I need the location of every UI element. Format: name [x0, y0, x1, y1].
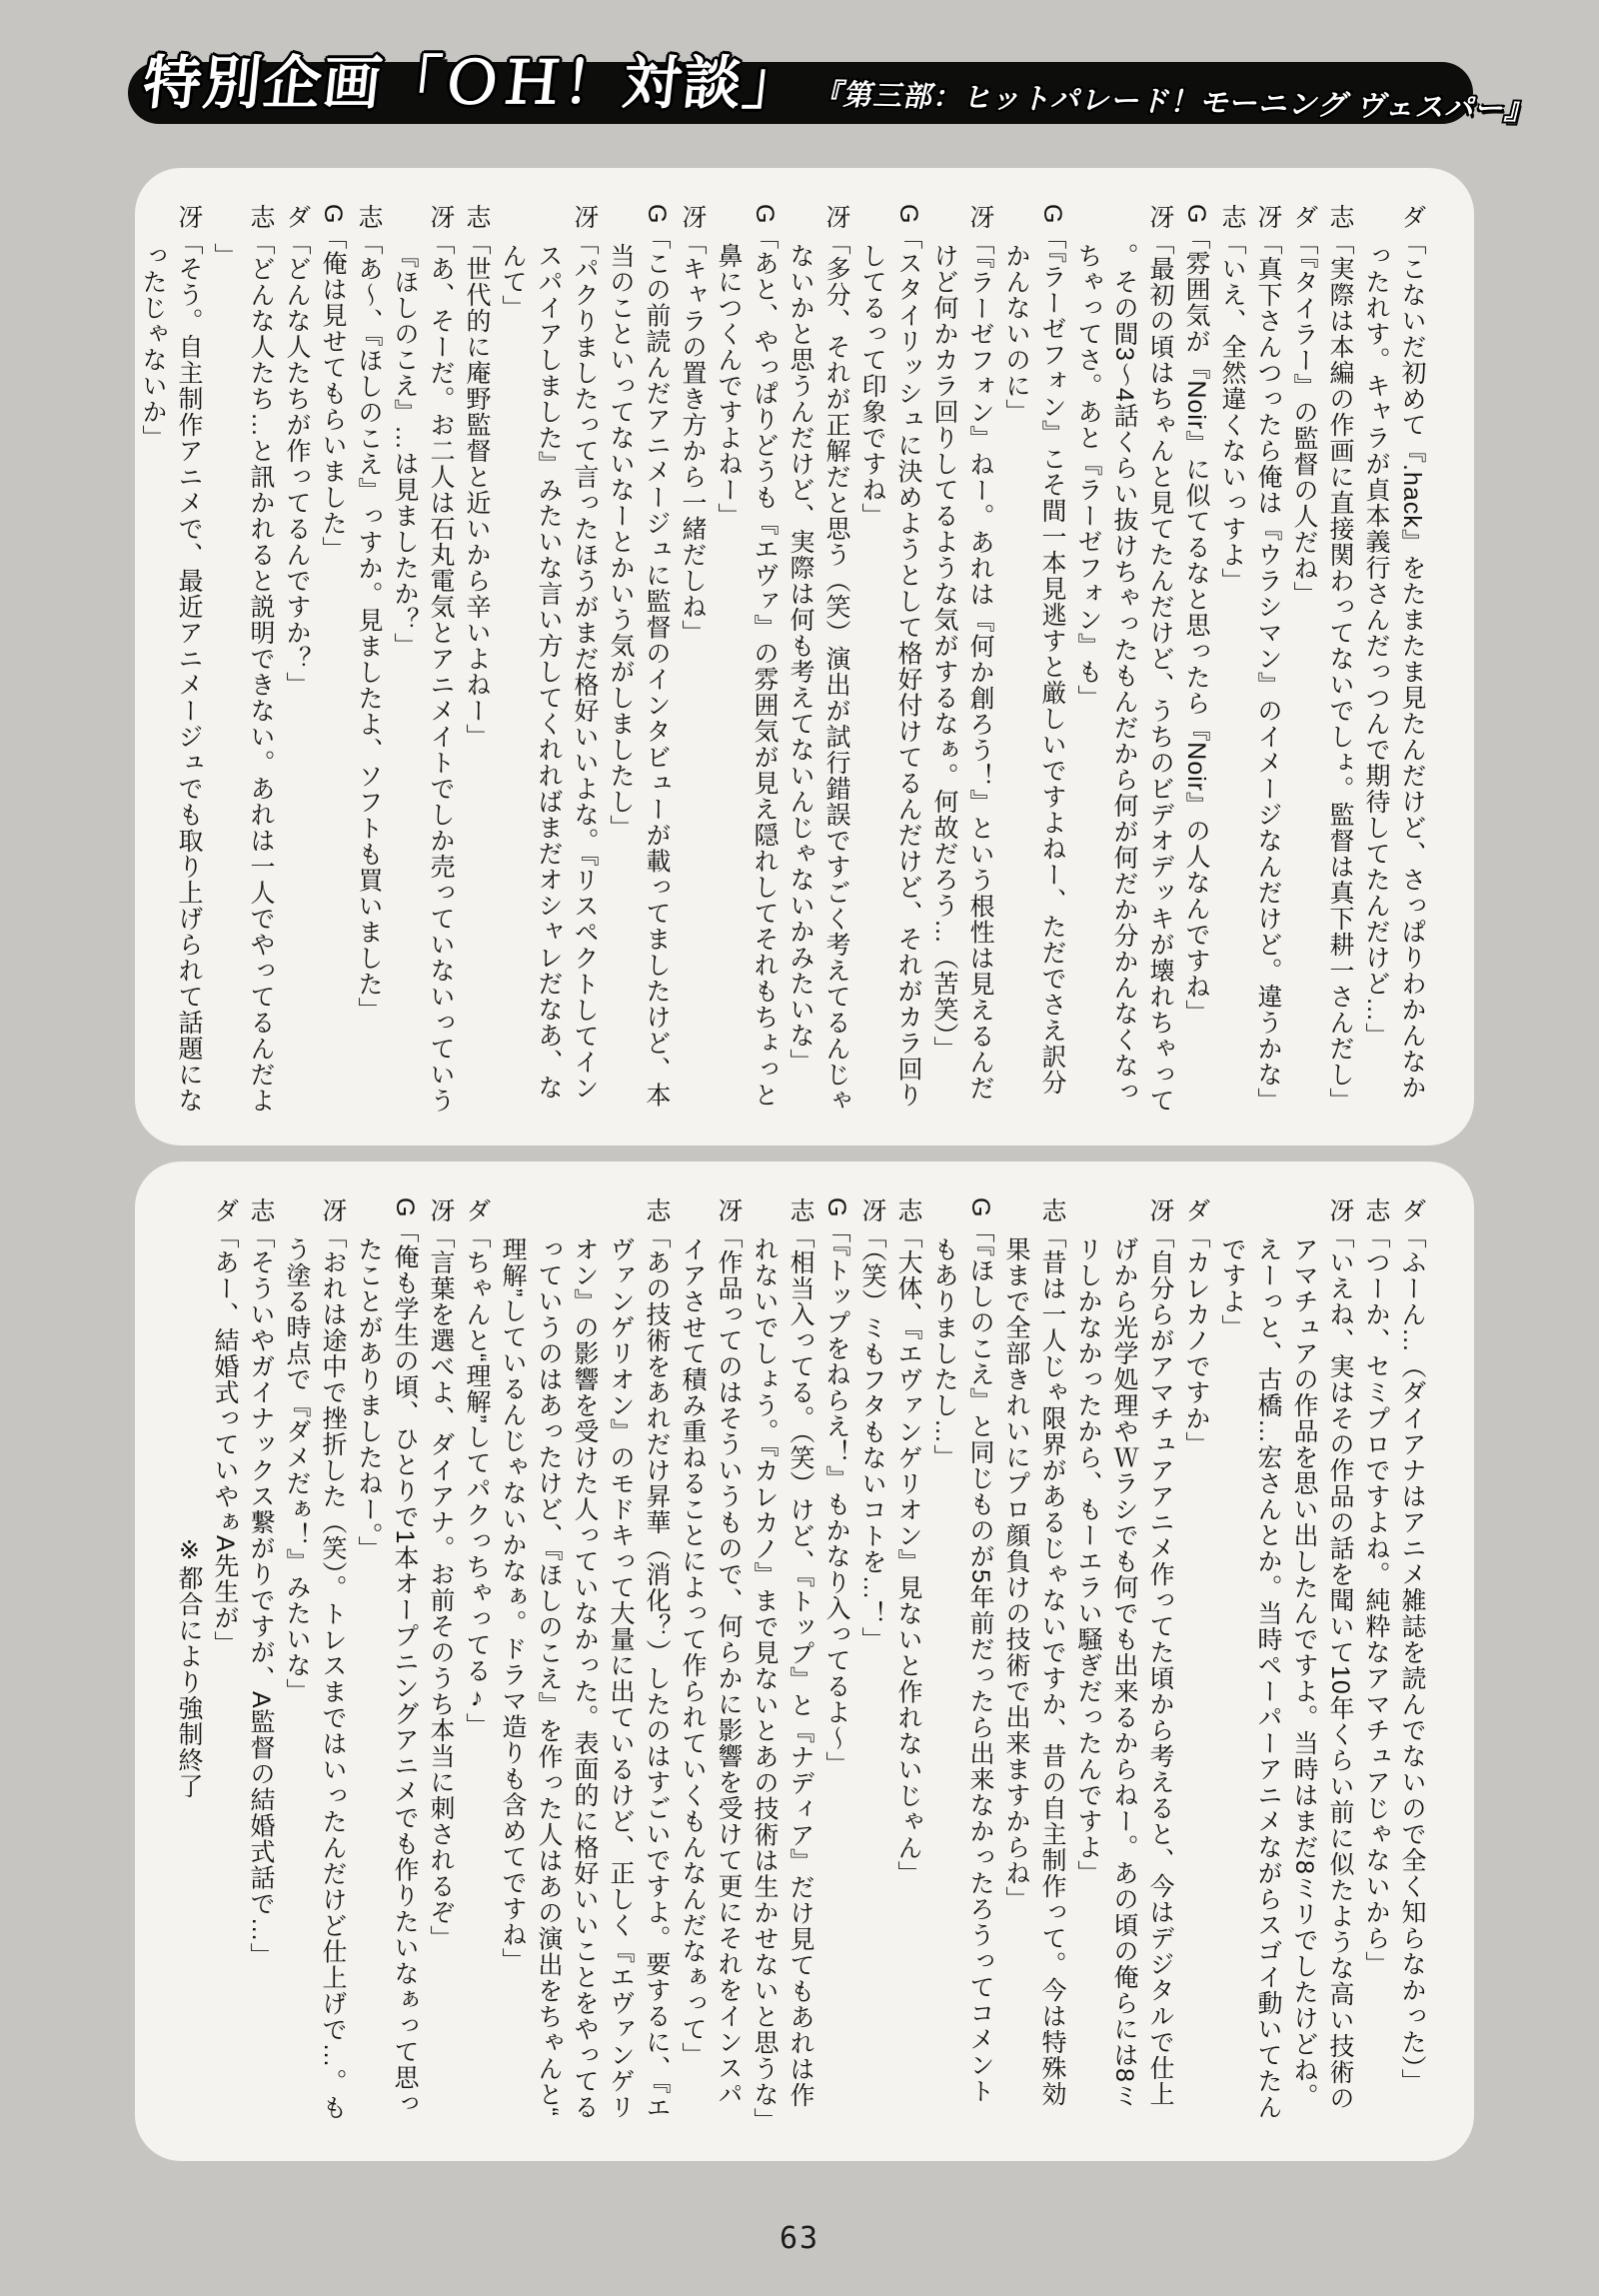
dialogue-text: ※都合により強制終了 — [175, 1534, 203, 1799]
dialogue-line — [351, 204, 387, 1116]
dialogue-line — [998, 204, 1070, 1116]
dialogue-text: 「多分、それが正解だと思う（笑）演出が試行錯誤ですごく考えてるんじゃないかと思うんだけど、実際は何も考えてないんじゃないかみたいな」 — [787, 230, 850, 1114]
dialogue-line — [135, 204, 207, 1116]
dialogue-text: 「そういやガイナックス繋がりですが、A監督の結婚式話で…」 — [247, 1223, 275, 1969]
speaker-label: 冴 — [427, 1197, 455, 1223]
speaker-label: 冴 — [175, 204, 203, 230]
dialogue-line — [854, 204, 926, 1116]
dialogue-line — [854, 1197, 890, 2123]
dialogue-line — [1178, 1197, 1214, 2123]
dialogue-text: 「（笑）ミもフタもないコトを…！」 — [858, 1223, 886, 1653]
dialogue-text: 「言葉を選べよ、ダイアナ。お前そのうち本当に刺されるぞ」 — [427, 1223, 455, 1951]
dialogue-line — [495, 204, 603, 1116]
speaker-label: G — [822, 1197, 850, 1218]
speaker-label: ダ — [211, 1197, 239, 1223]
dialogue-text: 「俺は見せてもらいました」 — [319, 224, 347, 563]
dialogue-line — [711, 204, 783, 1116]
dialogue-line — [315, 204, 351, 1116]
dialogue-line — [747, 1197, 818, 2134]
speaker-label: 志 — [1218, 204, 1246, 230]
speaker-label: 冴 — [966, 204, 994, 230]
speaker-label: 冴 — [571, 204, 599, 230]
speaker-label: 冴 — [679, 204, 707, 230]
dialogue-panel-top — [135, 168, 1474, 1146]
speaker-label: G — [391, 1197, 419, 1218]
dialogue-text: 「いえね、実はその作品の話を聞いて10年くらい前に似たような高い技術のアマチュアの作品を思い出したんですよ。当時はまだ8ミリでしたけどね。えーっと、古橋…宏さんとか。当時ペーパーアニメながらスゴイ動いてたんですよ」 — [1218, 1223, 1354, 2120]
speaker-label: ダ — [463, 1197, 491, 1223]
dialogue-line — [818, 1197, 854, 2123]
speaker-label: 冴 — [715, 1197, 743, 1223]
dialogue-line — [351, 1197, 423, 2123]
dialogue-line — [207, 204, 279, 1116]
dialogue-line — [1070, 1197, 1178, 2123]
dialogue-line — [1250, 204, 1286, 1116]
dialogue-text-bottom — [171, 1197, 1430, 2134]
dialogue-text: 「真下さんつったら俺は『ウラシマン』のイメージなんだけど。違うかな」 — [1254, 230, 1282, 1114]
dialogue-line — [387, 204, 459, 1116]
dialogue-text: 「どんな人たちが作ってるんですか？」 — [283, 230, 311, 698]
speaker-label: ダ — [1290, 204, 1318, 230]
page-number: 63 — [779, 2221, 820, 2256]
dialogue-line — [926, 1197, 998, 2123]
dialogue-text: 「『ラーゼフォン』こそ間一本見逃すと厳しいですよねー、ただでさえ訳分かんないのに」 — [1002, 224, 1066, 1096]
dialogue-text: 「パクりましたって言ったほうがまだ格好いいよな。『リスペクトしてインスパイアしました』みたいな言い方してくれればまだオシャレだなあ、なんて」 — [499, 230, 599, 1102]
dialogue-text: 「相当入ってる。（笑）けど、『トップ』と『ナディア』だけ見てもあれは作れないでしょう。『カレカノ』まで見ないとあの技術は生かせないと思うな」 — [751, 1223, 814, 2134]
dialogue-text: 「実際は本編の作画に直接関わってないでしょ。監督は真下耕一さんだし」 — [1326, 230, 1354, 1114]
header-banner — [128, 51, 1540, 127]
dialogue-line — [1358, 204, 1430, 1116]
speaker-label: G — [1038, 204, 1066, 225]
speaker-label: G — [894, 204, 922, 225]
dialogue-line — [926, 204, 998, 1116]
dialogue-text: 「そう。自主制作アニメで、最近アニメージュでも取り上げられて話題になったじゃないか」 — [139, 230, 203, 1114]
dialogue-line — [459, 204, 495, 1116]
speaker-label: 冴 — [822, 204, 850, 230]
dialogue-text: 「あの技術をあれだけ昇華（消化？）したのはすごいですよ。要するに、『エヴァンゲリオン』のモドキって大量に出ているけど、正しく『エヴァンゲリオン』の影響を受けた人っていなかった。表面的に格好いいことをやってるっていうのはあったけど、『ほしのこえ』を作った人はあの演出をちゃんと“理解”しているんじゃないかなぁ。ドラマ造りも含めてですね」 — [499, 1223, 671, 2121]
speaker-label: 冴 — [1146, 204, 1174, 230]
dialogue-line — [1178, 204, 1214, 1116]
dialogue-line — [423, 1197, 459, 2123]
dialogue-text: 「作品ってのはそういうもので、何らかに影響を受けて更にそれをインスパイアさせて積み重ねることによって作られていくもんなんだなぁって」 — [679, 1223, 743, 2107]
dialogue-line — [459, 1197, 495, 2123]
speaker-label: 冴 — [1254, 204, 1282, 230]
speaker-label: 冴 — [858, 1197, 886, 1223]
dialogue-line — [1322, 204, 1358, 1116]
speaker-label: 志 — [1038, 1197, 1066, 1223]
page-subtitle: 『第三部：ヒットパレード！モーニング ヴェスパー』 — [810, 79, 1540, 127]
dialogue-line — [675, 1197, 747, 2123]
dialogue-text: 「キャラの置き方から一緒だしね」 — [679, 230, 707, 646]
dialogue-text: 「この前読んだアニメージュに監督のインタビューが載ってましたけど、本当のこといってないなーとかいう気がしましたし」 — [607, 224, 671, 1109]
dialogue-line — [603, 204, 675, 1116]
dialogue-text: 「あ～、『ほしのこえ』っすか。見ましたよ、ソフトも買いました」 — [355, 230, 383, 1024]
speaker-label: G — [966, 1197, 994, 1218]
speaker-label: G — [643, 204, 671, 225]
dialogue-text: 「俺も学生の頃、ひとりで1本オープニングアニメでも作りたいなぁって思ったことがありましたねー。」 — [355, 1217, 419, 2117]
dialogue-text: 「あ、そーだ。お二人は石丸電気とアニメイトでしか売っていないっていう『ほしのこえ』…は見ましたか？」 — [391, 230, 455, 1114]
dialogue-text: 「ふーん…（ダイアナはアニメ雑誌を読んでないので全く知らなかった）」 — [1398, 1223, 1426, 2095]
dialogue-line — [998, 1197, 1070, 2123]
dialogue-text: 「あと、やっぱりどうも『エヴァ』の雰囲気が見え隠れしてそれもちょっと鼻につくんですよねー」 — [715, 224, 779, 1109]
speaker-label: ダ — [1182, 1197, 1210, 1223]
speaker-label: G — [1182, 204, 1210, 225]
dialogue-line — [1070, 204, 1178, 1116]
speaker-label: 冴 — [1326, 1197, 1354, 1223]
speaker-label: 志 — [247, 1197, 275, 1223]
dialogue-line — [1358, 1197, 1394, 2123]
dialogue-line — [243, 1197, 279, 2123]
dialogue-text: 「『ラーゼフォン』ねー。あれは『何か創ろう！』という根性は見えるんだけど何かカラ回りしてるような気がするなぁ。何故だろう…（苦笑）」 — [930, 230, 994, 1102]
speaker-label: 志 — [894, 1197, 922, 1223]
dialogue-text: 「『トップをねらえ！』もかなり入ってるよ～」 — [822, 1217, 850, 1777]
speaker-label: 志 — [247, 204, 275, 230]
speaker-label: 志 — [787, 1197, 814, 1223]
dialogue-panel-bottom — [135, 1161, 1474, 2161]
dialogue-line — [890, 1197, 926, 2123]
dialogue-line — [1394, 1197, 1430, 2123]
dialogue-text: 「こないだ初めて『.hack』をたまたま見たんだけど、さっぱりわかんなかったれす。キャラが貞本義行さんだっつんで期待してたんだけど…」 — [1362, 230, 1426, 1101]
speaker-label: 志 — [1362, 1197, 1390, 1223]
dialogue-text: 「『ほしのこえ』と同じものが5年前だったら出来なかったろうってコメントもありましたし…」 — [930, 1217, 994, 2104]
dialogue-line — [783, 204, 854, 1116]
speaker-label: 冴 — [427, 204, 455, 230]
dialogue-text: 「最初の頃はちゃんと見てたんだけど、うちのビデオデッキが壊れちゃって。その間3～4話くらい抜けちゃったもんだから何が何だか分かんなくなっちゃってさ。あと『ラーゼフォン』も」 — [1074, 230, 1174, 1114]
dialogue-text: 「雰囲気が『Noir』に似てるなと思ったら『Noir』の人なんですね」 — [1182, 224, 1210, 1027]
page-title: 特別企画「ＯＨ！対談」 — [140, 51, 806, 116]
dialogue-line — [675, 204, 711, 1116]
dialogue-line — [279, 1197, 351, 2123]
speaker-label: ダ — [1398, 1197, 1426, 1223]
dialogue-line — [279, 204, 315, 1116]
speaker-label: G — [751, 204, 779, 225]
dialogue-text: 「どんな人たち…と訊かれると説明できない。あれは一人でやってるんだよ」 — [211, 230, 275, 1114]
dialogue-text: 「『タイラー』の監督の人だね」 — [1290, 230, 1318, 608]
dialogue-text: 「おれは途中で挫折した（笑）。トレスまではいったんだけど仕上げで…。もう塗る時点で『ダメだぁ！』みたいな」 — [283, 1223, 347, 2121]
speaker-label: 冴 — [1146, 1197, 1174, 1223]
dialogue-text: 「世代的に庵野監督と近いから辛いよねー」 — [463, 230, 491, 750]
dialogue-text: 「ちゃんと“理解”してパクっちゃってる♪」 — [463, 1223, 491, 1739]
dialogue-text: 「大体、『エヴァンゲリオン』見ないと作れないじゃん」 — [894, 1223, 922, 1887]
dialogue-text: 「あー、結婚式っていやぁA先生が」 — [211, 1223, 239, 1657]
speaker-label: 志 — [463, 204, 491, 230]
dialogue-text: 「昔は一人じゃ限界があるじゃないですか、昔の自主制作って。今は特殊効果まで全部きれいにプロ顔負けの技術で出来ますからね」 — [1002, 1223, 1066, 2107]
dialogue-text-top — [135, 204, 1430, 1116]
speaker-label: G — [319, 204, 347, 225]
dialogue-line — [1214, 204, 1250, 1116]
dialogue-line — [1214, 1197, 1358, 2123]
speaker-label: 志 — [1326, 204, 1354, 230]
dialogue-line — [207, 1197, 243, 2123]
dialogue-text: 「自分らがアマチュアアニメ作ってた頃から考えると、今はデジタルで仕上げから光学処理やＷラシでも何でも出来るからねー。あの頃の俺らには8ミリしかなかったから、もーエラい騒ぎだったんですよ」 — [1074, 1223, 1174, 2109]
dialogue-text: 「スタイリッシュに決めようとして格好付けてるんだけど、それがカラ回りしてるって印象ですね」 — [858, 224, 922, 1109]
speaker-label: ダ — [1398, 204, 1426, 230]
panel-footnote — [171, 1197, 207, 2123]
dialogue-line — [495, 1197, 675, 2123]
dialogue-text: 「カレカノですか」 — [1182, 1223, 1210, 1457]
speaker-label: ダ — [283, 204, 311, 230]
speaker-label: 志 — [355, 204, 383, 230]
speaker-label: 志 — [643, 1197, 671, 1223]
dialogue-text: 「つーか、セミプロですよね。純粋なアマチュアじゃないから」 — [1362, 1223, 1390, 1977]
dialogue-line — [1286, 204, 1322, 1116]
dialogue-text: 「いえ、全然違くないっすよ」 — [1218, 230, 1246, 594]
speaker-label: 冴 — [319, 1197, 347, 1223]
